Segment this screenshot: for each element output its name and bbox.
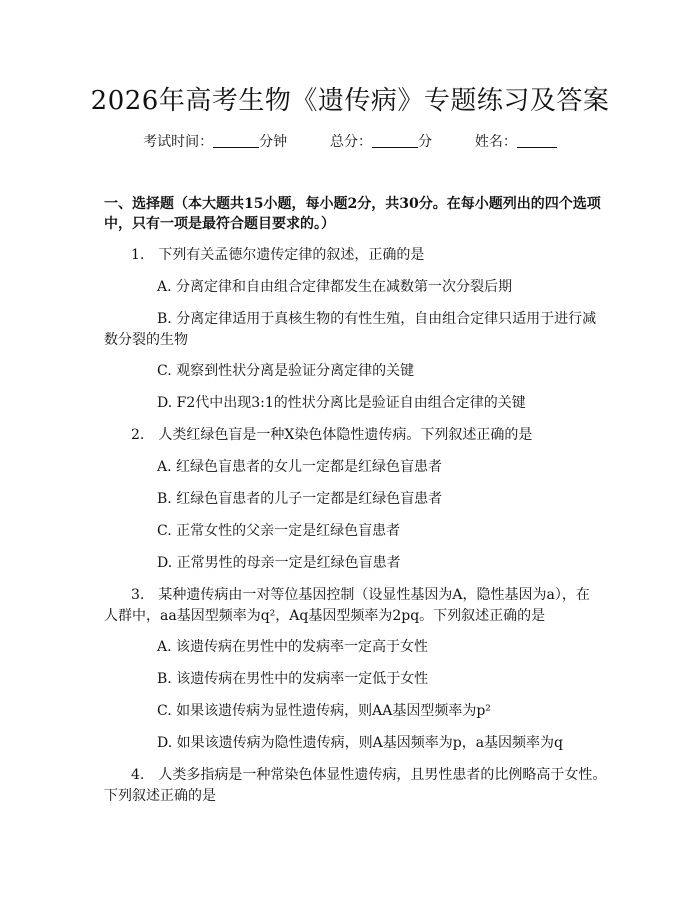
option-a[interactable]: A. 分离定律和自由组合定律都发生在减数第一次分裂后期 xyxy=(157,279,513,295)
time-unit: 分钟 xyxy=(259,134,288,150)
option-b-cont[interactable]: 数分裂的生物 xyxy=(104,332,188,348)
question-stem-cont: 下列叙述正确的是 xyxy=(104,788,216,804)
question-stem: 1. 下列有关孟德尔遗传定律的叙述，正确的是 xyxy=(131,247,425,263)
question-stem: 4. 人类多指病是一种常染色体显性遗传病，且男性患者的比例略高于女性。 xyxy=(131,767,607,783)
question-stem: 3. 某种遗传病由一对等位基因控制（设显性基因为A，隐性基因为a），在 xyxy=(131,587,590,603)
option-b[interactable]: B. 该遗传病在男性中的发病率一定低于女性 xyxy=(157,671,429,687)
name-label: 姓名： xyxy=(474,134,517,150)
option-b[interactable]: B. 红绿色盲患者的儿子一定都是红绿色盲患者 xyxy=(157,491,443,507)
score-unit: 分 xyxy=(418,134,432,150)
option-c[interactable]: C. 如果该遗传病为显性遗传病，则AA基因型频率为p² xyxy=(157,703,491,719)
page-title: 2026年高考生物《遗传病》专题练习及答案 xyxy=(90,86,610,116)
option-c[interactable]: C. 观察到性状分离是验证分离定律的关键 xyxy=(157,363,415,379)
name-blank[interactable] xyxy=(517,134,557,148)
exam-info-line xyxy=(0,131,700,151)
option-d[interactable]: D. 正常男性的母亲一定是红绿色盲患者 xyxy=(157,555,401,571)
option-a[interactable]: A. 该遗传病在男性中的发病率一定高于女性 xyxy=(157,639,429,655)
time-blank[interactable] xyxy=(213,134,259,148)
question-stem-cont: 人群中，aa基因型频率为q²，Aq基因型频率为2pq。下列叙述正确的是 xyxy=(104,608,546,624)
option-d[interactable]: D. F2代中出现3:1的性状分离比是验证自由组合定律的关键 xyxy=(157,395,526,411)
option-b[interactable]: B. 分离定律适用于真核生物的有性生殖，自由组合定律只适用于进行减 xyxy=(157,311,597,327)
section-heading: 一、选择题（本大题共15小题，每小题2分，共30分。在每小题列出的四个选项 xyxy=(104,196,601,212)
score-blank[interactable] xyxy=(372,134,418,148)
option-d[interactable]: D. 如果该遗传病为隐性遗传病，则A基因频率为p，a基因频率为q xyxy=(157,735,564,751)
time-label: 考试时间： xyxy=(143,134,214,150)
score-label: 总分： xyxy=(330,134,372,150)
option-c[interactable]: C. 正常女性的父亲一定是红绿色盲患者 xyxy=(157,523,401,539)
section-heading-cont: 中，只有一项是最符合题目要求的。） xyxy=(104,216,335,232)
question-stem: 2. 人类红绿色盲是一种X染色体隐性遗传病。下列叙述正确的是 xyxy=(131,427,533,443)
option-a[interactable]: A. 红绿色盲患者的女儿一定都是红绿色盲患者 xyxy=(157,459,443,475)
